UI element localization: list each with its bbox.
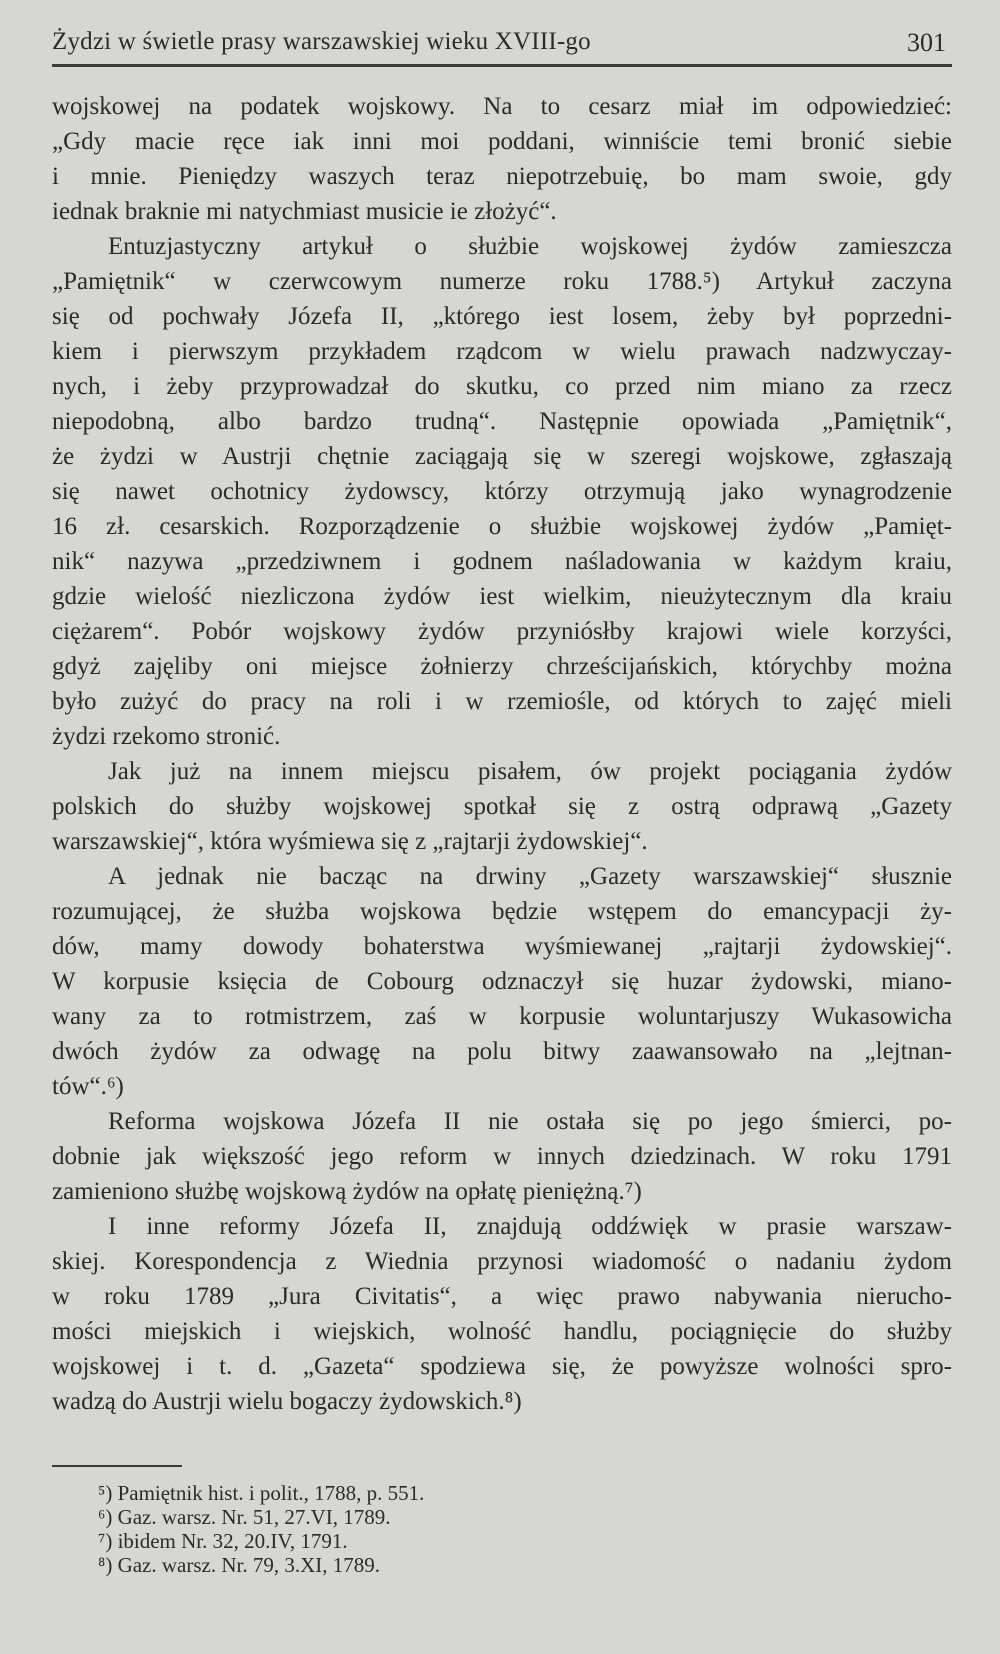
text-line: w roku 1789 „Jura Civitatis“, a więc prawo nabywania nierucho- — [52, 1283, 952, 1310]
text-line: „Gdy macie ręce iak inni moi poddani, winniście temi bronić siebie — [52, 128, 952, 155]
text-line: gdyż zajęliby oni miejsce żołnierzy chrześcijańskich, którychby można — [52, 653, 952, 680]
paragraph-first-line: Reforma wojskowa Józefa II nie ostała się po jego śmierci, po- — [108, 1108, 952, 1135]
text-line: wany za to rotmistrzem, zaś w korpusie woluntarjuszy Wukasowicha — [52, 1003, 952, 1030]
text-line: ciężarem“. Pobór wojskowy żydów przyniósłby krajowi wiele korzyści, — [52, 618, 952, 645]
text-line: się nawet ochotnicy żydowscy, którzy otrzymują jako wynagrodzenie — [52, 478, 952, 505]
header-rule — [52, 64, 952, 67]
text-line: nik“ nazywa „przedziwnem i godnem naśladowania w każdym kraiu, — [52, 548, 952, 575]
text-line: nych, i żeby przyprowadzał do skutku, co przed nim miano za rzecz — [52, 373, 952, 400]
text-line: „Pamiętnik“ w czerwcowym numerze roku 1788.⁵) Artykuł zaczyna — [52, 268, 952, 295]
text-line: niepodobną, albo bardzo trudną“. Następnie opowiada „Pamiętnik“, — [52, 408, 952, 435]
footnote: ⁶) Gaz. warsz. Nr. 51, 27.VI, 1789. — [98, 1505, 391, 1529]
text-line: żydzi rzekomo stronić. — [52, 723, 281, 750]
text-line: dów, mamy dowody bohaterstwa wyśmiewanej „rajtarji żydowskiej“. — [52, 933, 952, 960]
paragraph-first-line: Entuzjastyczny artykuł o służbie wojskowej żydów zamieszcza — [108, 233, 952, 260]
text-line: polskich do służby wojskowej spotkał się z ostrą odprawą „Gazety — [52, 793, 952, 820]
text-line: się od pochwały Józefa II, „którego iest losem, żeby był poprzedni- — [52, 303, 952, 330]
text-line: było zużyć do pracy na roli i w rzemiośle, od których to zajęć mieli — [52, 688, 952, 715]
text-line: zamieniono służbę wojskową żydów na opłatę pieniężną.⁷) — [52, 1178, 642, 1205]
paragraph-first-line: I inne reformy Józefa II, znajdują oddźwięk w prasie warszaw- — [108, 1213, 952, 1240]
text-line: skiej. Korespondencja z Wiednia przynosi wiadomość o nadaniu żydom — [52, 1248, 952, 1275]
text-line: kiem i pierwszym przykładem rządcom w wielu prawach nadzwyczay- — [52, 338, 952, 365]
text-line: dwóch żydów za odwagę na polu bitwy zaawansowało na „lejtnan- — [52, 1038, 952, 1065]
text-line: 16 zł. cesarskich. Rozporządzenie o służbie wojskowej żydów „Pamięt- — [52, 513, 952, 540]
page-number: 301 — [907, 28, 946, 57]
text-line: wojskowej i t. d. „Gazeta“ spodziewa się, że powyższe wolności spro- — [52, 1353, 952, 1380]
footnote: ⁵) Pamiętnik hist. i polit., 1788, p. 551. — [98, 1481, 425, 1505]
running-title: Żydzi w świetle prasy warszawskiej wieku XVIII-go — [52, 28, 591, 55]
footnotes — [98, 1481, 698, 1577]
footnote: ⁸) Gaz. warsz. Nr. 79, 3.XI, 1789. — [98, 1553, 381, 1577]
paragraph-first-line: A jednak nie bacząc na drwiny „Gazety warszawskiej“ słusznie — [108, 863, 952, 890]
text-line: W korpusie księcia de Cobourg odznaczył się huzar żydowski, miano- — [52, 968, 952, 995]
text-line: wojskowej na podatek wojskowy. Na to cesarz miał im odpowiedzieć: — [52, 93, 952, 120]
paragraph-first-line: Jak już na innem miejscu pisałem, ów projekt pociągania żydów — [108, 758, 952, 785]
main-text — [52, 89, 952, 1419]
text-line: mości miejskich i wiejskich, wolność handlu, pociągnięcie do służby — [52, 1318, 952, 1345]
text-line: warszawskiej“, która wyśmiewa się z „rajtarji żydowskiej“. — [52, 828, 648, 855]
footnote: ⁷) ibidem Nr. 32, 20.IV, 1791. — [98, 1529, 348, 1553]
text-line: gdzie wielość niezliczona żydów iest wielkim, nieużytecznym dla kraiu — [52, 583, 952, 610]
text-line: dobnie jak większość jego reform w innych dziedzinach. W roku 1791 — [52, 1143, 952, 1170]
text-line: i mnie. Pieniędzy waszych teraz niepotrzebuię, bo mam swoie, gdy — [52, 163, 952, 190]
text-line: tów“.⁶) — [52, 1073, 124, 1100]
text-line: że żydzi w Austrji chętnie zaciągają się w szeregi wojskowe, zgłaszają — [52, 443, 952, 470]
text-line: iednak braknie mi natychmiast musicie ie złożyć“. — [52, 198, 557, 225]
text-line: wadzą do Austrji wielu bogaczy żydowskich.⁸) — [52, 1388, 522, 1415]
running-header — [52, 28, 952, 68]
footnote-rule — [52, 1465, 182, 1467]
text-line: rozumującej, że służba wojskowa będzie wstępem do emancypacji ży- — [52, 898, 952, 925]
